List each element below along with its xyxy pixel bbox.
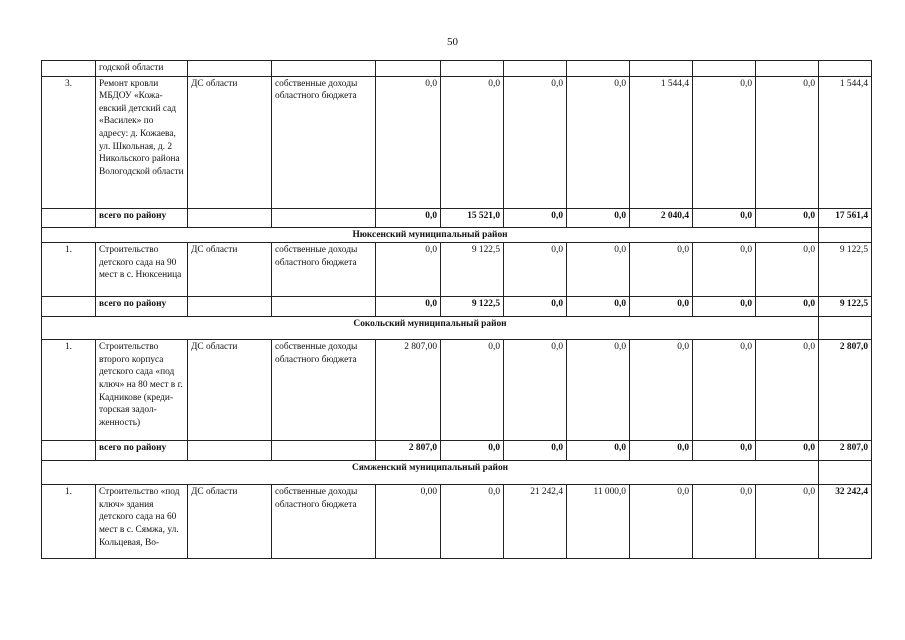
- value-cell: 9 122,5: [441, 297, 504, 317]
- income-type: [272, 61, 376, 77]
- section-row: [42, 227, 872, 243]
- value-cell: 15 521,0: [441, 208, 504, 227]
- value-cell: 0,0: [376, 243, 441, 297]
- row-number: [42, 61, 96, 77]
- funding-source: ДС области: [188, 485, 272, 559]
- value-cell: 0,0: [630, 340, 693, 441]
- table-row: [42, 76, 872, 208]
- value-cell: 0,0: [567, 297, 630, 317]
- table-row: [42, 340, 872, 441]
- value-cell: 0,0: [630, 297, 693, 317]
- value-cell: 0,0: [567, 243, 630, 297]
- budget-table: [41, 60, 872, 559]
- object-name: Строительство детского сада на 90 мест в с. Нюксеница: [96, 243, 188, 297]
- value-cell: 0,0: [693, 243, 756, 297]
- value-cell: 0,0: [693, 208, 756, 227]
- value-cell: 0,0: [567, 208, 630, 227]
- district-total-row: [42, 297, 872, 317]
- table-row: [42, 485, 872, 559]
- funding-source: ДС области: [188, 76, 272, 208]
- total-cell: 2 807,0: [819, 441, 872, 461]
- value-cell: 1 544,4: [630, 76, 693, 208]
- value-cell: 0,0: [756, 485, 819, 559]
- value-cell: 0,0: [504, 208, 567, 227]
- value-cell: 0,0: [567, 76, 630, 208]
- section-row: [42, 461, 872, 485]
- value-cell: 11 000,0: [567, 485, 630, 559]
- value-cell: 9 122,5: [441, 243, 504, 297]
- value-cell: 0,0: [756, 441, 819, 461]
- value-cell: 2 807,0: [376, 441, 441, 461]
- value-cell: 0,0: [504, 297, 567, 317]
- value-cell: 0,0: [630, 485, 693, 559]
- district-heading: Нюксенский муниципальный район: [42, 227, 819, 243]
- income-type: собственные доходы областного бюджета: [272, 76, 376, 208]
- value-cell: 0,0: [441, 485, 504, 559]
- value-cell: 2 807,00: [376, 340, 441, 441]
- object-name: Строительство второго корпуса детского сада «под ключ» на 80 мест в г. Кадникове (кредиторская задолженность): [96, 340, 188, 441]
- value-cell: 2 040,4: [630, 208, 693, 227]
- value-cell: 0,0: [376, 76, 441, 208]
- section-row: [42, 317, 872, 340]
- value-cell: 0,0: [376, 297, 441, 317]
- page-number: 50: [447, 36, 458, 48]
- value-cell: 0,0: [441, 340, 504, 441]
- row-number: 1.: [42, 243, 96, 297]
- value-cell: 0,0: [630, 243, 693, 297]
- district-heading: Сокольский муниципальный район: [42, 317, 819, 340]
- value-cell: 0,0: [756, 76, 819, 208]
- row-number: 1.: [42, 340, 96, 441]
- total-label: всего по району: [96, 297, 188, 317]
- value-cell: 0,0: [693, 485, 756, 559]
- value-cell: 0,0: [504, 243, 567, 297]
- value-cell: 0,0: [693, 340, 756, 441]
- total-cell: 17 561,4: [819, 208, 872, 227]
- funding-source: ДС области: [188, 243, 272, 297]
- object-name: годской области: [96, 61, 188, 77]
- row-number: 3.: [42, 76, 96, 208]
- value-cell: 0,0: [756, 340, 819, 441]
- income-type: собственные доходы областного бюджета: [272, 340, 376, 441]
- value-cell: 0,0: [756, 297, 819, 317]
- value-cell: 0,0: [567, 340, 630, 441]
- district-total-row: [42, 441, 872, 461]
- total-cell: 9 122,5: [819, 297, 872, 317]
- value-cell: 0,0: [630, 441, 693, 461]
- funding-source: [188, 61, 272, 77]
- income-type: собственные доходы областного бюджета: [272, 243, 376, 297]
- value-cell: 0,0: [756, 243, 819, 297]
- district-total-row: [42, 208, 872, 227]
- value-cell: 0,0: [504, 340, 567, 441]
- total-cell: 9 122,5: [819, 243, 872, 297]
- value-cell: 0,0: [693, 76, 756, 208]
- income-type: собственные доходы областного бюджета: [272, 485, 376, 559]
- value-cell: 0,0: [376, 208, 441, 227]
- value-cell: 0,0: [693, 441, 756, 461]
- table-row: [42, 61, 872, 77]
- total-label: всего по району: [96, 208, 188, 227]
- value-cell: 0,0: [441, 441, 504, 461]
- total-cell: 32 242,4: [819, 485, 872, 559]
- table-row: [42, 243, 872, 297]
- value-cell: 0,00: [376, 485, 441, 559]
- total-cell: 1 544,4: [819, 76, 872, 208]
- value-cell: 0,0: [441, 76, 504, 208]
- total-cell: 2 807,0: [819, 340, 872, 441]
- object-name: Строительство «под ключ» здания детского сада на 60 мест в с. Сямжа, ул. Кольцевая, Во-: [96, 485, 188, 559]
- value-cell: 21 242,4: [504, 485, 567, 559]
- row-number: 1.: [42, 485, 96, 559]
- object-name: Ремонт кровли МБДОУ «Кожаевский детский сад «Василек» по адресу: д. Кожаева, ул. Школьная, д. 2 Никольского района Вологодской области: [96, 76, 188, 208]
- value-cell: 0,0: [756, 208, 819, 227]
- value-cell: 0,0: [693, 297, 756, 317]
- funding-source: ДС области: [188, 340, 272, 441]
- value-cell: 0,0: [567, 441, 630, 461]
- value-cell: 0,0: [504, 76, 567, 208]
- value-cell: 0,0: [504, 441, 567, 461]
- district-heading: Сямженский муниципальный район: [42, 461, 819, 485]
- total-label: всего по району: [96, 441, 188, 461]
